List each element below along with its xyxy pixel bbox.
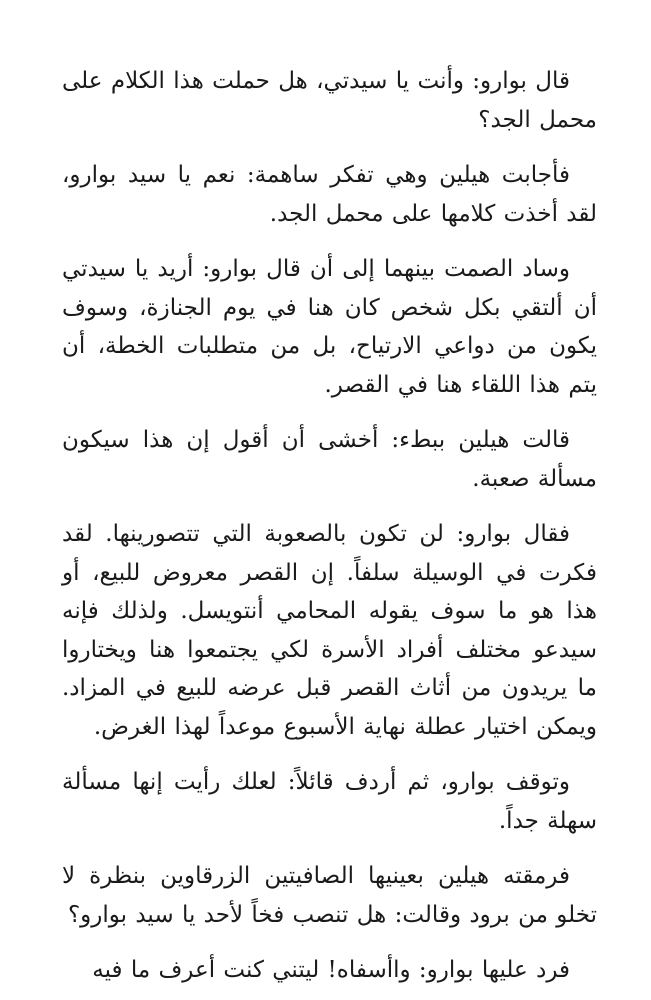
paragraph-6: وتوقف بوارو، ثم أردف قائلاً: لعلك رأيت إنها مسألة سهلة جداً. — [62, 769, 597, 834]
paragraph-3: وساد الصمت بينهما إلى أن قال بوارو: أريد يا سيدتي أن ألتقي بكل شخص كان هنا في يوم الجنازة، وسوف يكون من دواعي الارتياح، بل من متطلبات الخطة، أن يتم هذا اللقاء هنا في القصر. — [62, 256, 597, 398]
paragraph-4: قالت هيلين ببطء: أخشى أن أقول إن هذا سيكون مسألة صعبة. — [62, 427, 597, 492]
paragraph-1: قال بوارو: وأنت يا سيدتي، هل حملت هذا الكلام على محمل الجد؟ — [62, 68, 597, 133]
paragraph-5: فقال بوارو: لن تكون بالصعوبة التي تتصورينها. لقد فكرت في الوسيلة سلفاً. إن القصر معروض للبيع، أو هذا هو ما سوف يقوله المحامي أنتويسل. ولذلك فإنه سيدعو مختلف أفراد الأسرة لكي يجتمعوا هنا ويختاروا ما يريدون من أثاث القصر قبل عرضه للبيع في المزاد. ويمكن اختيار عطلة نهاية الأسبوع موعداً لهذا الغرض. — [62, 521, 597, 740]
paragraph-7: فرمقته هيلين بعينيها الصافيتين الزرقاوين بنظرة لا تخلو من برود وقالت: هل تنصب فخاً لأحد يا سيد بوارو؟ — [62, 863, 597, 928]
paragraph-2: فأجابت هيلين وهي تفكر ساهمة: نعم يا سيد بوارو، لقد أخذت كلامها على محمل الجد. — [62, 162, 597, 227]
paragraph-8: فرد عليها بوارو: واأسفاه! ليتني كنت أعرف ما فيه — [92, 957, 570, 983]
